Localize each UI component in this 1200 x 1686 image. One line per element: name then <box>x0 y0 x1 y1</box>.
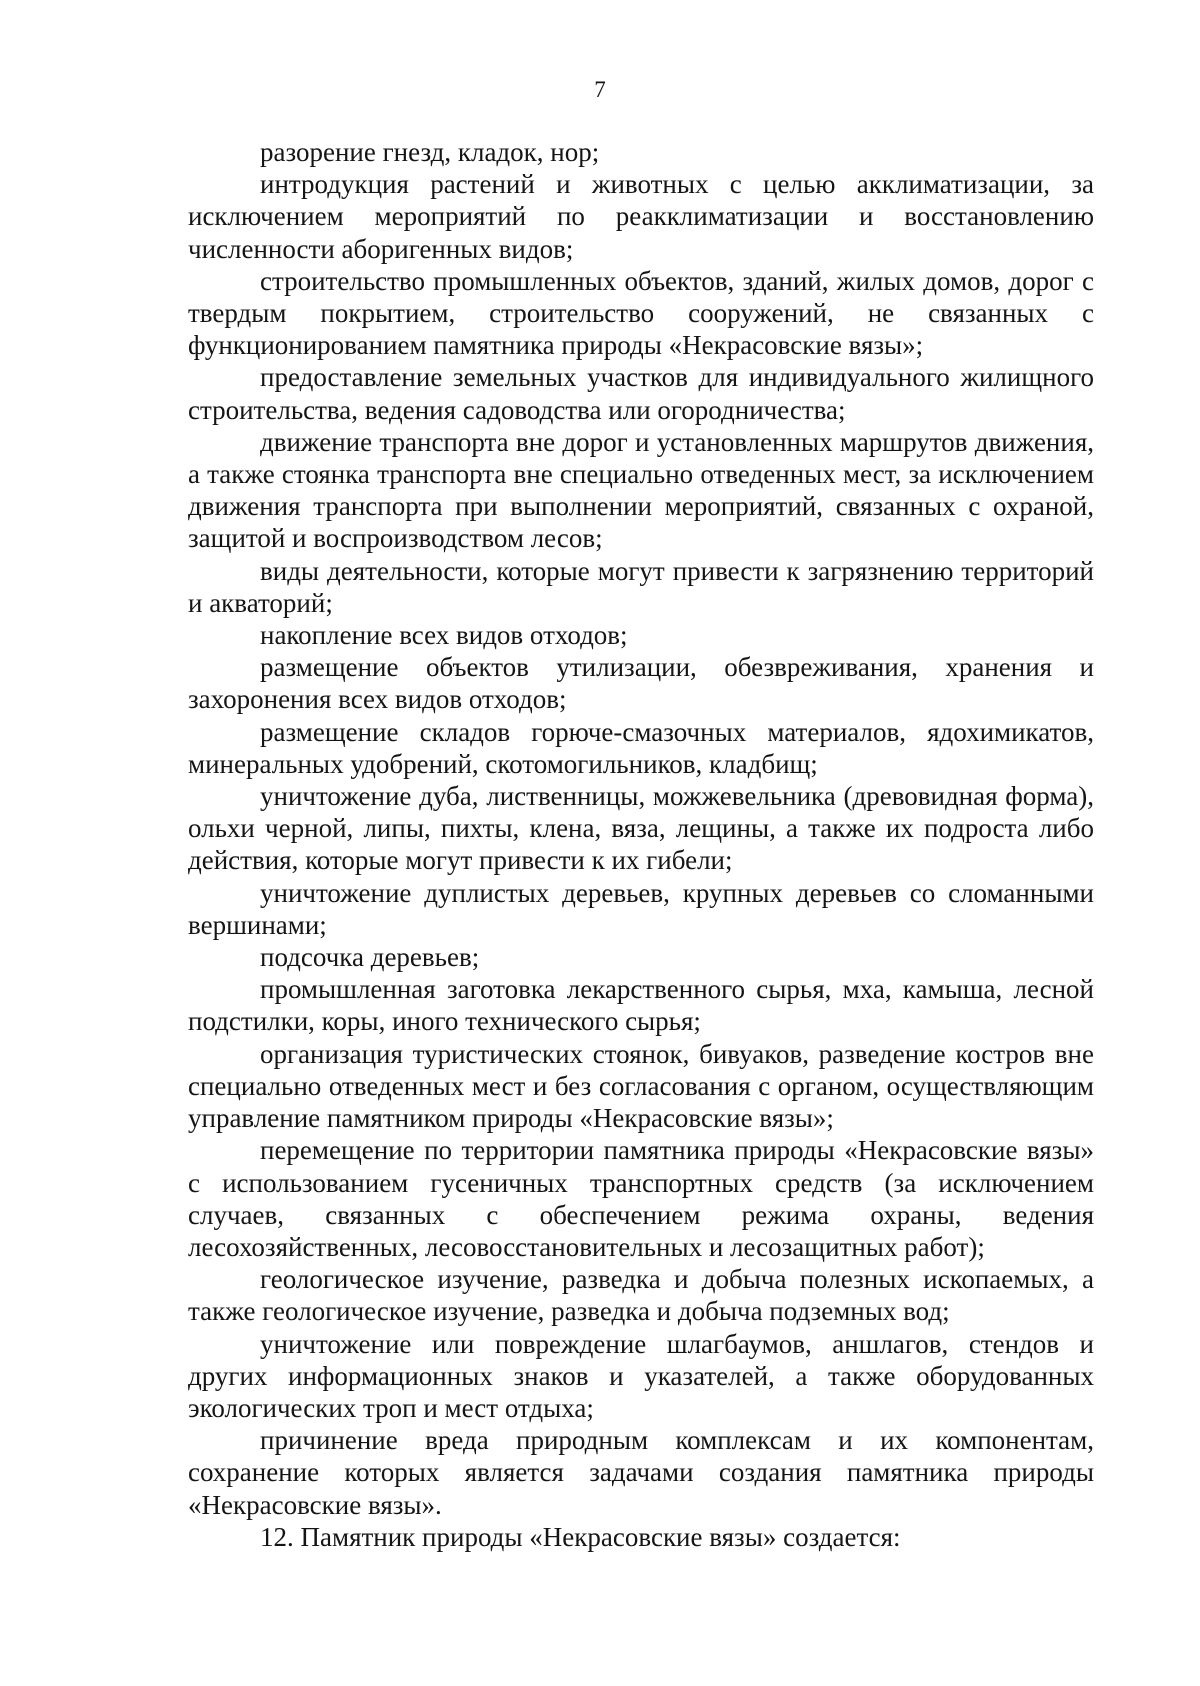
paragraph-tree-destruction: уничтожение дуба, лиственницы, можжевельника (древовидная форма), ольхи черной, липы, пихты, клена, вяза, лещины, а также их подроста либо действия, которые могут привести к их гибели; <box>188 781 1094 876</box>
paragraph-geological-survey: геологическое изучение, разведка и добыча полезных ископаемых, а также геологическое изучение, разведка и добыча подземных вод; <box>188 1264 1094 1327</box>
page-number: 7 <box>594 77 606 102</box>
paragraph-vehicle-movement: движение транспорта вне дорог и установленных маршрутов движения, а также стоянка транспорта вне специально отведенных мест, за исключением движения транспорта при выполнении мероприятий, связанных с охраной, защитой и воспроизводством лесов; <box>188 426 1094 554</box>
paragraph-pollution-activities: виды деятельности, которые могут привести к загрязнению территорий и акваторий; <box>188 555 1094 618</box>
paragraph-natural-complex-harm: причинение вреда природным комплексам и их компонентам, сохранение которых является задачами создания памятника природы «Некрасовские вязы». <box>188 1425 1094 1520</box>
paragraph-sign-damage: уничтожение или повреждение шлагбаумов, аншлагов, стендов и других информационных знаков и указателей, а также оборудованных экологических троп и мест отдыха; <box>188 1328 1094 1423</box>
document-body <box>188 136 1094 1553</box>
paragraph-waste-accumulation: накопление всех видов отходов; <box>260 620 628 651</box>
paragraph-tracked-vehicles: перемещение по территории памятника природы «Некрасовские вязы» с использованием гусеничных транспортных средств (за исключением случаев, связанных с обеспечением режима охраны, ведения лесохозяйственных, лесовосстановительных и лесозащитных работ); <box>188 1135 1094 1262</box>
paragraph-nest-destruction: разорение гнезд, кладок, нор; <box>260 137 600 167</box>
paragraph-tourist-camps: организация туристических стоянок, бивуаков, разведение костров вне специально отведенных мест и без согласования с органом, осуществляющим управление памятником природы «Некрасовские вязы»; <box>188 1038 1094 1134</box>
paragraph-species-introduction: интродукция растений и животных с целью акклиматизации, за исключением мероприятий по реакклиматизации и восстановлению численности аборигенных видов; <box>188 169 1094 264</box>
paragraph-raw-material-harvesting: промышленная заготовка лекарственного сырья, мха, камыша, лесной подстилки, коры, иного технического сырья; <box>188 974 1094 1037</box>
paragraph-section-12: 12. Памятник природы «Некрасовские вязы» создается: <box>260 1521 901 1552</box>
paragraph-tapping: подсочка деревьев; <box>260 942 480 973</box>
paragraph-waste-facilities: размещение объектов утилизации, обезвреживания, хранения и захоронения всех видов отходов; <box>188 652 1094 715</box>
paragraph-storage-facilities: размещение складов горюче-смазочных материалов, ядохимикатов, минеральных удобрений, скотомогильников, кладбищ; <box>188 716 1094 779</box>
paragraph-land-plots: предоставление земельных участков для индивидуального жилищного строительства, ведения садоводства или огородничества; <box>188 362 1094 425</box>
paragraph-hollow-trees: уничтожение дуплистых деревьев, крупных деревьев со сломанными вершинами; <box>188 877 1094 940</box>
paragraph-construction: строительство промышленных объектов, зданий, жилых домов, дорог с твердым покрытием, строительство сооружений, не связанных с функционированием памятника природы «Некрасовские вязы»; <box>188 265 1094 361</box>
